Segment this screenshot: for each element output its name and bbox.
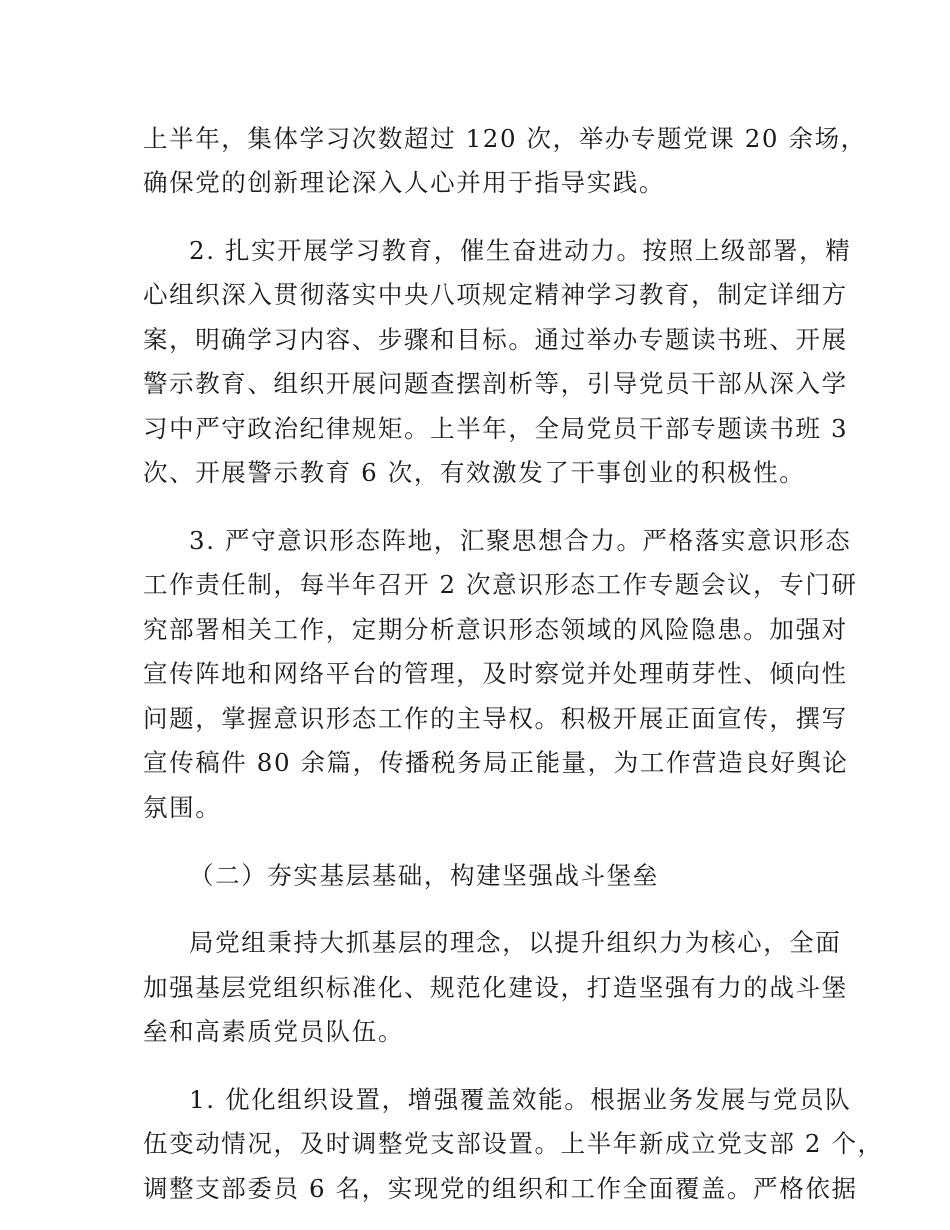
paragraph-start-line: 局党组秉持大抓基层的理念，以提升组织力为核心，全面 <box>189 928 842 957</box>
text-line: 警示教育、组织开展问题查摆剖析等，引导党员干部从深入学 <box>143 369 848 398</box>
text-line: 案，明确学习内容、步骤和目标。通过举办专题读书班、开展 <box>143 325 848 354</box>
text-line: 宣传阵地和网络平台的管理，及时察觉并处理萌芽性、倾向性 <box>143 659 848 688</box>
text-line: 心组织深入贯彻落实中央八项规定精神学习教育，制定详细方 <box>143 280 848 309</box>
text-line: 上半年，集体学习次数超过 120 次，举办专题党课 20 余场， <box>143 124 867 153</box>
text-line: 工作责任制，每半年召开 2 次意识形态工作专题会议，专门研 <box>143 570 858 599</box>
text-line: 究部署相关工作，定期分析意识形态领域的风险隐患。加强对 <box>143 615 848 644</box>
text-line: 氛围。 <box>143 793 222 822</box>
text-line: 加强基层党组织标准化、规范化建设，打造坚强有力的战斗堡 <box>143 973 848 1002</box>
text-line: 调整支部委员 6 名，实现党的组织和工作全面覆盖。严格依据 <box>143 1174 858 1203</box>
text-line: 问题，掌握意识形态工作的主导权。积极开展正面宣传，撰写 <box>143 704 848 733</box>
text-line: 确保党的创新理论深入人心并用于指导实践。 <box>143 168 665 197</box>
text-line: 伍变动情况，及时调整党支部设置。上半年新成立党支部 2 个， <box>143 1129 884 1158</box>
text-line: 次、开展警示教育 6 次，有效激发了干事创业的积极性。 <box>143 458 806 487</box>
section-heading: （二）夯实基层基础，构建坚强战斗堡垒 <box>189 861 659 890</box>
paragraph-start-line: 2. 扎实开展学习教育，催生奋进动力。按照上级部署，精 <box>189 236 852 265</box>
text-line: 垒和高素质党员队伍。 <box>143 1017 404 1046</box>
text-line: 习中严守政治纪律规矩。上半年，全局党员干部专题读书班 3 <box>143 414 849 443</box>
paragraph-start-line: 1. 优化组织设置，增强覆盖效能。根据业务发展与党员队 <box>189 1085 852 1114</box>
text-line: 宣传稿件 80 余篇，传播税务局正能量，为工作营造良好舆论 <box>143 748 849 777</box>
paragraph-start-line: 3. 严守意识形态阵地，汇聚思想合力。严格落实意识形态 <box>189 526 852 555</box>
